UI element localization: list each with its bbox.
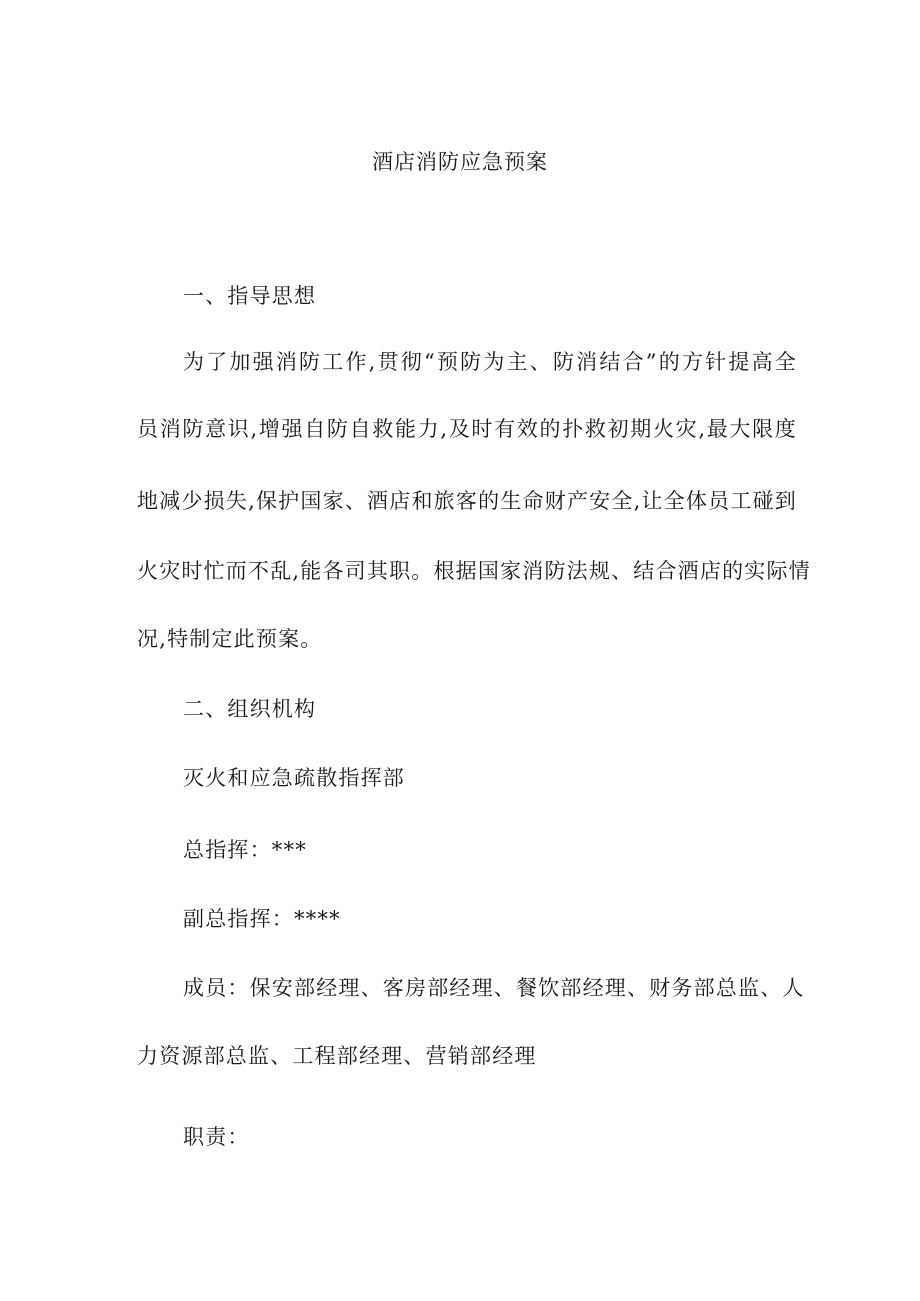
duties-label: 职责： <box>183 1125 250 1149</box>
paragraph-line: 况,特制定此预案。 <box>137 627 323 651</box>
members-line: 成员：保安部经理、客房部经理、餐饮部经理、财务部总监、人 <box>183 976 805 1000</box>
section-heading-guiding-thought: 一、指导思想 <box>183 284 317 308</box>
members-line: 力资源部总监、工程部经理、营销部经理 <box>137 1044 537 1068</box>
deputy-commander: 副总指挥：**** <box>183 907 341 931</box>
section-heading-organization: 二、组织机构 <box>183 697 317 721</box>
paragraph-line: 为了加强消防工作,贯彻“预防为主、防消结合”的方针提高全 <box>183 350 797 374</box>
command-name: 灭火和应急疏散指挥部 <box>183 766 405 790</box>
document-title: 酒店消防应急预案 <box>372 150 548 174</box>
paragraph-line: 员消防意识,增强自防自救能力,及时有效的扑救初期火灾,最大限度 <box>137 417 797 441</box>
paragraph-line: 火灾时忙而不乱,能各司其职。根据国家消防法规、结合酒店的实际情 <box>137 559 811 583</box>
paragraph-line: 地减少损失,保护国家、酒店和旅客的生命财产安全,让全体员工碰到 <box>137 489 797 513</box>
chief-commander: 总指挥：*** <box>183 838 307 862</box>
